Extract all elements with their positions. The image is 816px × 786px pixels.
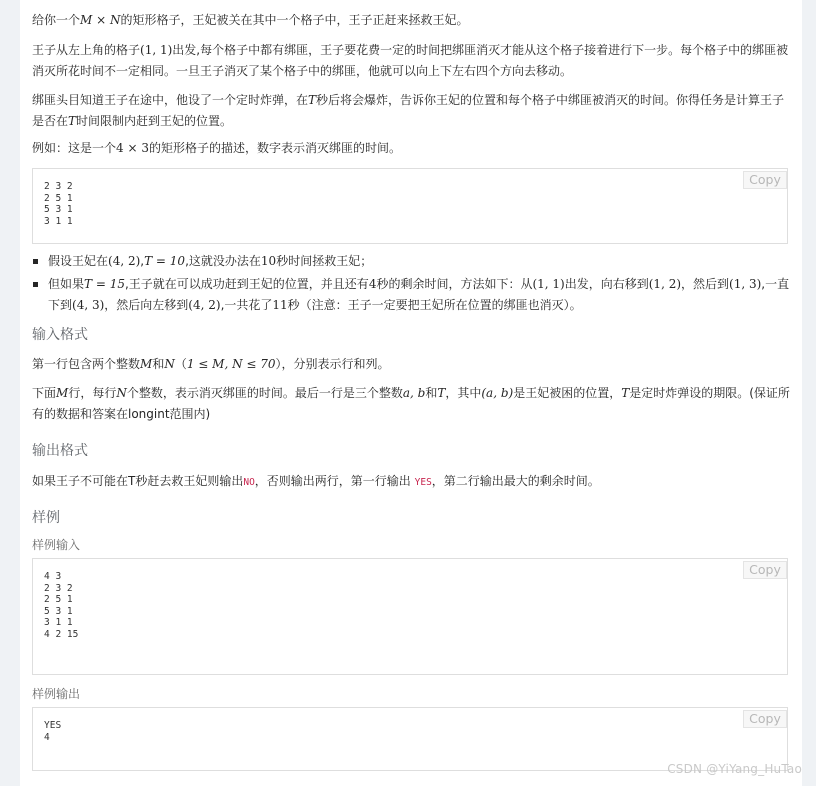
copy-button[interactable]: Copy xyxy=(743,171,787,189)
copy-button[interactable]: Copy xyxy=(743,561,787,579)
sample-heading: 样例 xyxy=(32,510,60,526)
intro-paragraph-1: 给你一个M × N的矩形格子，王妃被关在其中一个格子中，王子正赶来拯救王妃。 xyxy=(32,13,469,27)
bullet-dot xyxy=(33,259,38,264)
sample-input-code-block xyxy=(32,558,788,675)
intro-paragraph-3: 绑匪头目知道王子在途中，他设了一个定时炸弹，在T秒后将会爆炸，告诉你王妃的位置和每个格子中绑匪被消灭的时间。你得任务是计算王子是否在T时间限制内赶到王妃的位置。 xyxy=(32,93,785,128)
input-format-paragraph-1: 第一行包含两个整数M和N（1 ≤ M, N ≤ 70），分别表示行和列。 xyxy=(32,357,390,371)
bullet-item-1: 假设王妃在(4, 2),T = 10,这就没办法在10秒时间拯救王妃； xyxy=(32,251,792,272)
intro-paragraph-4: 例如：这是一个4 × 3的矩形格子的描述，数字表示消灭绑匪的时间。 xyxy=(32,141,401,155)
sample-output-code: YES 4 xyxy=(44,720,62,743)
output-format-heading: 输出格式 xyxy=(32,443,88,459)
input-format-heading: 输入格式 xyxy=(32,327,88,343)
csdn-watermark: CSDN @YiYang_HuTao xyxy=(667,762,802,776)
example-bullets xyxy=(32,251,792,316)
problem-page xyxy=(20,0,802,786)
example-code: 2 3 2 2 5 1 5 3 1 3 1 1 xyxy=(44,181,73,227)
bullet-dot xyxy=(33,282,38,287)
example-code-block xyxy=(32,168,788,244)
bullet-item-2: 但如果T = 15,王子就在可以成功赶到王妃的位置，并且还有4秒的剩余时间，方法如下：从(1, 1)出发，向右移到(1, 2)，然后到(1, 3),一直下到(4, 3)，然后向左移到(4, 2),一共花了11秒（注意：王子一定要把王妃所在位置的绑匪也消灭）。 xyxy=(32,274,792,316)
intro-paragraph-2: 王子从左上角的格子(1, 1)出发,每个格子中都有绑匪，王子要花费一定的时间把绑匪消灭才能从这个格子接着进行下一步。每个格子中的绑匪被消灭所花时间不一定相同。一旦王子消灭了某个格子中的绑匪，他就可以向上下左右四个方向去移动。 xyxy=(32,43,789,78)
sample-input-code: 4 3 2 3 2 2 5 1 5 3 1 3 1 1 4 2 15 xyxy=(44,571,79,640)
copy-button[interactable]: Copy xyxy=(743,710,787,728)
output-format-paragraph: 如果王子不可能在T秒赶去救王妃则输出NO，否则输出两行，第一行输出 YES，第二行输出最大的剩余时间。 xyxy=(32,474,600,488)
sample-output-heading: 样例输出 xyxy=(32,687,81,701)
input-format-paragraph-2: 下面M行，每行N个整数，表示消灭绑匪的时间。最后一行是三个整数a, b和T，其中(a, b)是王妃被困的位置，T是定时炸弹设的期限。(保证所有的数据和答案在longint范围内) xyxy=(32,386,790,421)
no-keyword: NO xyxy=(243,477,255,488)
sample-input-heading: 样例输入 xyxy=(32,538,81,552)
yes-keyword: YES xyxy=(414,477,432,488)
